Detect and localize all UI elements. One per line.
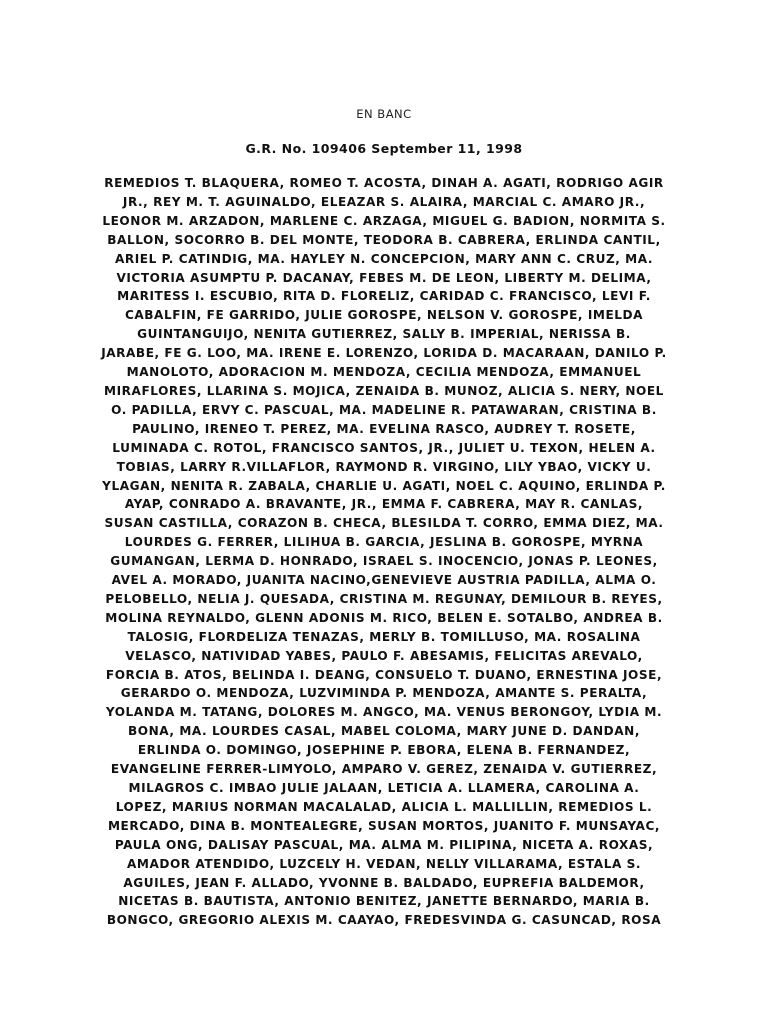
party-line: MIRAFLORES, LLARINA S. MOJICA, ZENAIDA B. MUNOZ, ALICIA S. NERY, NOEL bbox=[104, 383, 664, 398]
party-line: YOLANDA M. TATANG, DOLORES M. ANGCO, MA. VENUS BERONGOY, LYDIA M. bbox=[105, 705, 663, 720]
party-line: REMEDIOS T. BLAQUERA, ROMEO T. ACOSTA, DINAH A. AGATI, RODRIGO AGIR bbox=[104, 176, 664, 190]
party-line: PAULA ONG, DALISAY PASCUAL, MA. ALMA M. PILIPINA, NICETA A. ROXAS, bbox=[114, 837, 654, 852]
party-line: PELOBELLO, NELIA J. QUESADA, CRISTINA M. REGUNAY, DEMILOUR B. REYES, bbox=[105, 591, 663, 606]
party-line: VICTORIA ASUMPTU P. DACANAY, FEBES M. DE LEON, LIBERTY M. DELIMA, bbox=[116, 270, 652, 285]
party-line: YLAGAN, NENITA R. ZABALA, CHARLIE U. AGATI, NOEL C. AQUINO, ERLINDA P. bbox=[102, 478, 666, 493]
party-line: MERCADO, DINA B. MONTEALEGRE, SUSAN MORTOS, JUANITO F. MUNSAYAC, bbox=[107, 818, 661, 833]
party-line: TALOSIG, FLORDELIZA TENAZAS, MERLY B. TOMILLUSO, MA. ROSALINA bbox=[127, 629, 641, 644]
party-line: PAULINO, IRENEO T. PEREZ, MA. EVELINA RASCO, AUDREY T. ROSETE, bbox=[132, 421, 636, 436]
party-line: LOPEZ, MARIUS NORMAN MACALALAD, ALICIA L. MALLILLIN, REMEDIOS L. bbox=[115, 799, 653, 814]
party-line: BALLON, SOCORRO B. DEL MONTE, TEODORA B. CABRERA, ERLINDA CANTIL, bbox=[107, 232, 661, 247]
party-line: MILAGROS C. IMBAO JULIE JALAAN, LETICIA A. LLAMERA, CAROLINA A. bbox=[128, 781, 640, 795]
court-heading: EN BANC bbox=[356, 107, 412, 121]
party-line: JARABE, FE G. LOO, MA. IRENE E. LORENZO, LORIDA D. MACARAAN, DANILO P. bbox=[101, 346, 667, 361]
party-line: MANOLOTO, ADORACION M. MENDOZA, CECILIA MENDOZA, EMMANUEL bbox=[126, 365, 642, 380]
party-line: MARITESS I. ESCUBIO, RITA D. FLORELIZ, CARIDAD C. FRANCISCO, LEVI F. bbox=[117, 289, 651, 304]
party-line: LEONOR M. ARZADON, MARLENE C. ARZAGA, MIGUEL G. BADION, NORMITA S. bbox=[102, 213, 666, 228]
party-line: AVEL A. MORADO, JUANITA NACINO,GENEVIEVE AUSTRIA PADILLA, ALMA O. bbox=[111, 573, 657, 588]
party-line: NICETAS B. BAUTISTA, ANTONIO BENITEZ, JANETTE BERNARDO, MARIA B. bbox=[118, 894, 650, 909]
party-line: LOURDES G. FERRER, LILIHUA B. GARCIA, JESLINA B. GOROSPE, MYRNA bbox=[124, 535, 644, 550]
party-line: GUINTANGUIJO, NENITA GUTIERREZ, SALLY B. IMPERIAL, NERISSA B. bbox=[137, 327, 631, 342]
party-line: JR., REY M. T. AGUINALDO, ELEAZAR S. ALAIRA, MARCIAL C. AMARO JR., bbox=[122, 194, 646, 209]
party-line: BONA, MA. LOURDES CASAL, MABEL COLOMA, MARY JUNE D. DANDAN, bbox=[128, 724, 640, 739]
party-line: AMADOR ATENDIDO, LUZCELY H. VEDAN, NELLY VILLARAMA, ESTALA S. bbox=[126, 856, 642, 871]
party-line: AGUILES, JEAN F. ALLADO, YVONNE B. BALDADO, EUPREFIA BALDEMOR, bbox=[123, 875, 645, 890]
party-line: BONGCO, GREGORIO ALEXIS M. CAAYAO, FREDESVINDA G. CASUNCAD, ROSA bbox=[106, 913, 662, 928]
case-number-line: G.R. No. 109406 September 11, 1998 bbox=[245, 141, 523, 156]
party-line: LUMINADA C. ROTOL, FRANCISCO SANTOS, JR., JULIET U. TEXON, HELEN A. bbox=[112, 440, 656, 455]
party-line: EVANGELINE FERRER-LIMYOLO, AMPARO V. GEREZ, ZENAIDA V. GUTIERREZ, bbox=[110, 762, 658, 777]
party-line: FORCIA B. ATOS, BELINDA I. DEANG, CONSUELO T. DUANO, ERNESTINA JOSE, bbox=[105, 667, 663, 682]
party-line: TOBIAS, LARRY R.VILLAFLOR, RAYMOND R. VIRGINO, LILY YBAO, VICKY U. bbox=[116, 459, 652, 474]
party-line: GUMANGAN, LERMA D. HONRADO, ISRAEL S. INOCENCIO, JONAS P. LEONES, bbox=[110, 554, 658, 569]
party-line: GERARDO O. MENDOZA, LUZVIMINDA P. MENDOZA, AMANTE S. PERALTA, bbox=[120, 686, 648, 701]
party-line: ARIEL P. CATINDIG, MA. HAYLEY N. CONCEPCION, MARY ANN C. CRUZ, MA. bbox=[114, 251, 654, 266]
party-line: MOLINA REYNALDO, GLENN ADONIS M. RICO, BELEN E. SOTALBO, ANDREA B. bbox=[105, 610, 663, 625]
party-line: CABALFIN, FE GARRIDO, JULIE GOROSPE, NELSON V. GOROSPE, IMELDA bbox=[124, 308, 644, 323]
party-line: VELASCO, NATIVIDAD YABES, PAULO F. ABESAMIS, FELICITAS AREVALO, bbox=[125, 648, 643, 663]
party-line: AYAP, CONRADO A. BRAVANTE, JR., EMMA F. CABRERA, MAY R. CANLAS, bbox=[124, 497, 644, 512]
party-line: ERLINDA O. DOMINGO, JOSEPHINE P. EBORA, ELENA B. FERNANDEZ, bbox=[137, 743, 631, 758]
party-line: O. PADILLA, ERVY C. PASCUAL, MA. MADELINE R. PATAWARAN, CRISTINA B. bbox=[111, 402, 657, 417]
parties-block bbox=[88, 174, 680, 930]
party-line: SUSAN CASTILLA, CORAZON B. CHECA, BLESILDA T. CORRO, EMMA DIEZ, MA. bbox=[104, 516, 664, 531]
